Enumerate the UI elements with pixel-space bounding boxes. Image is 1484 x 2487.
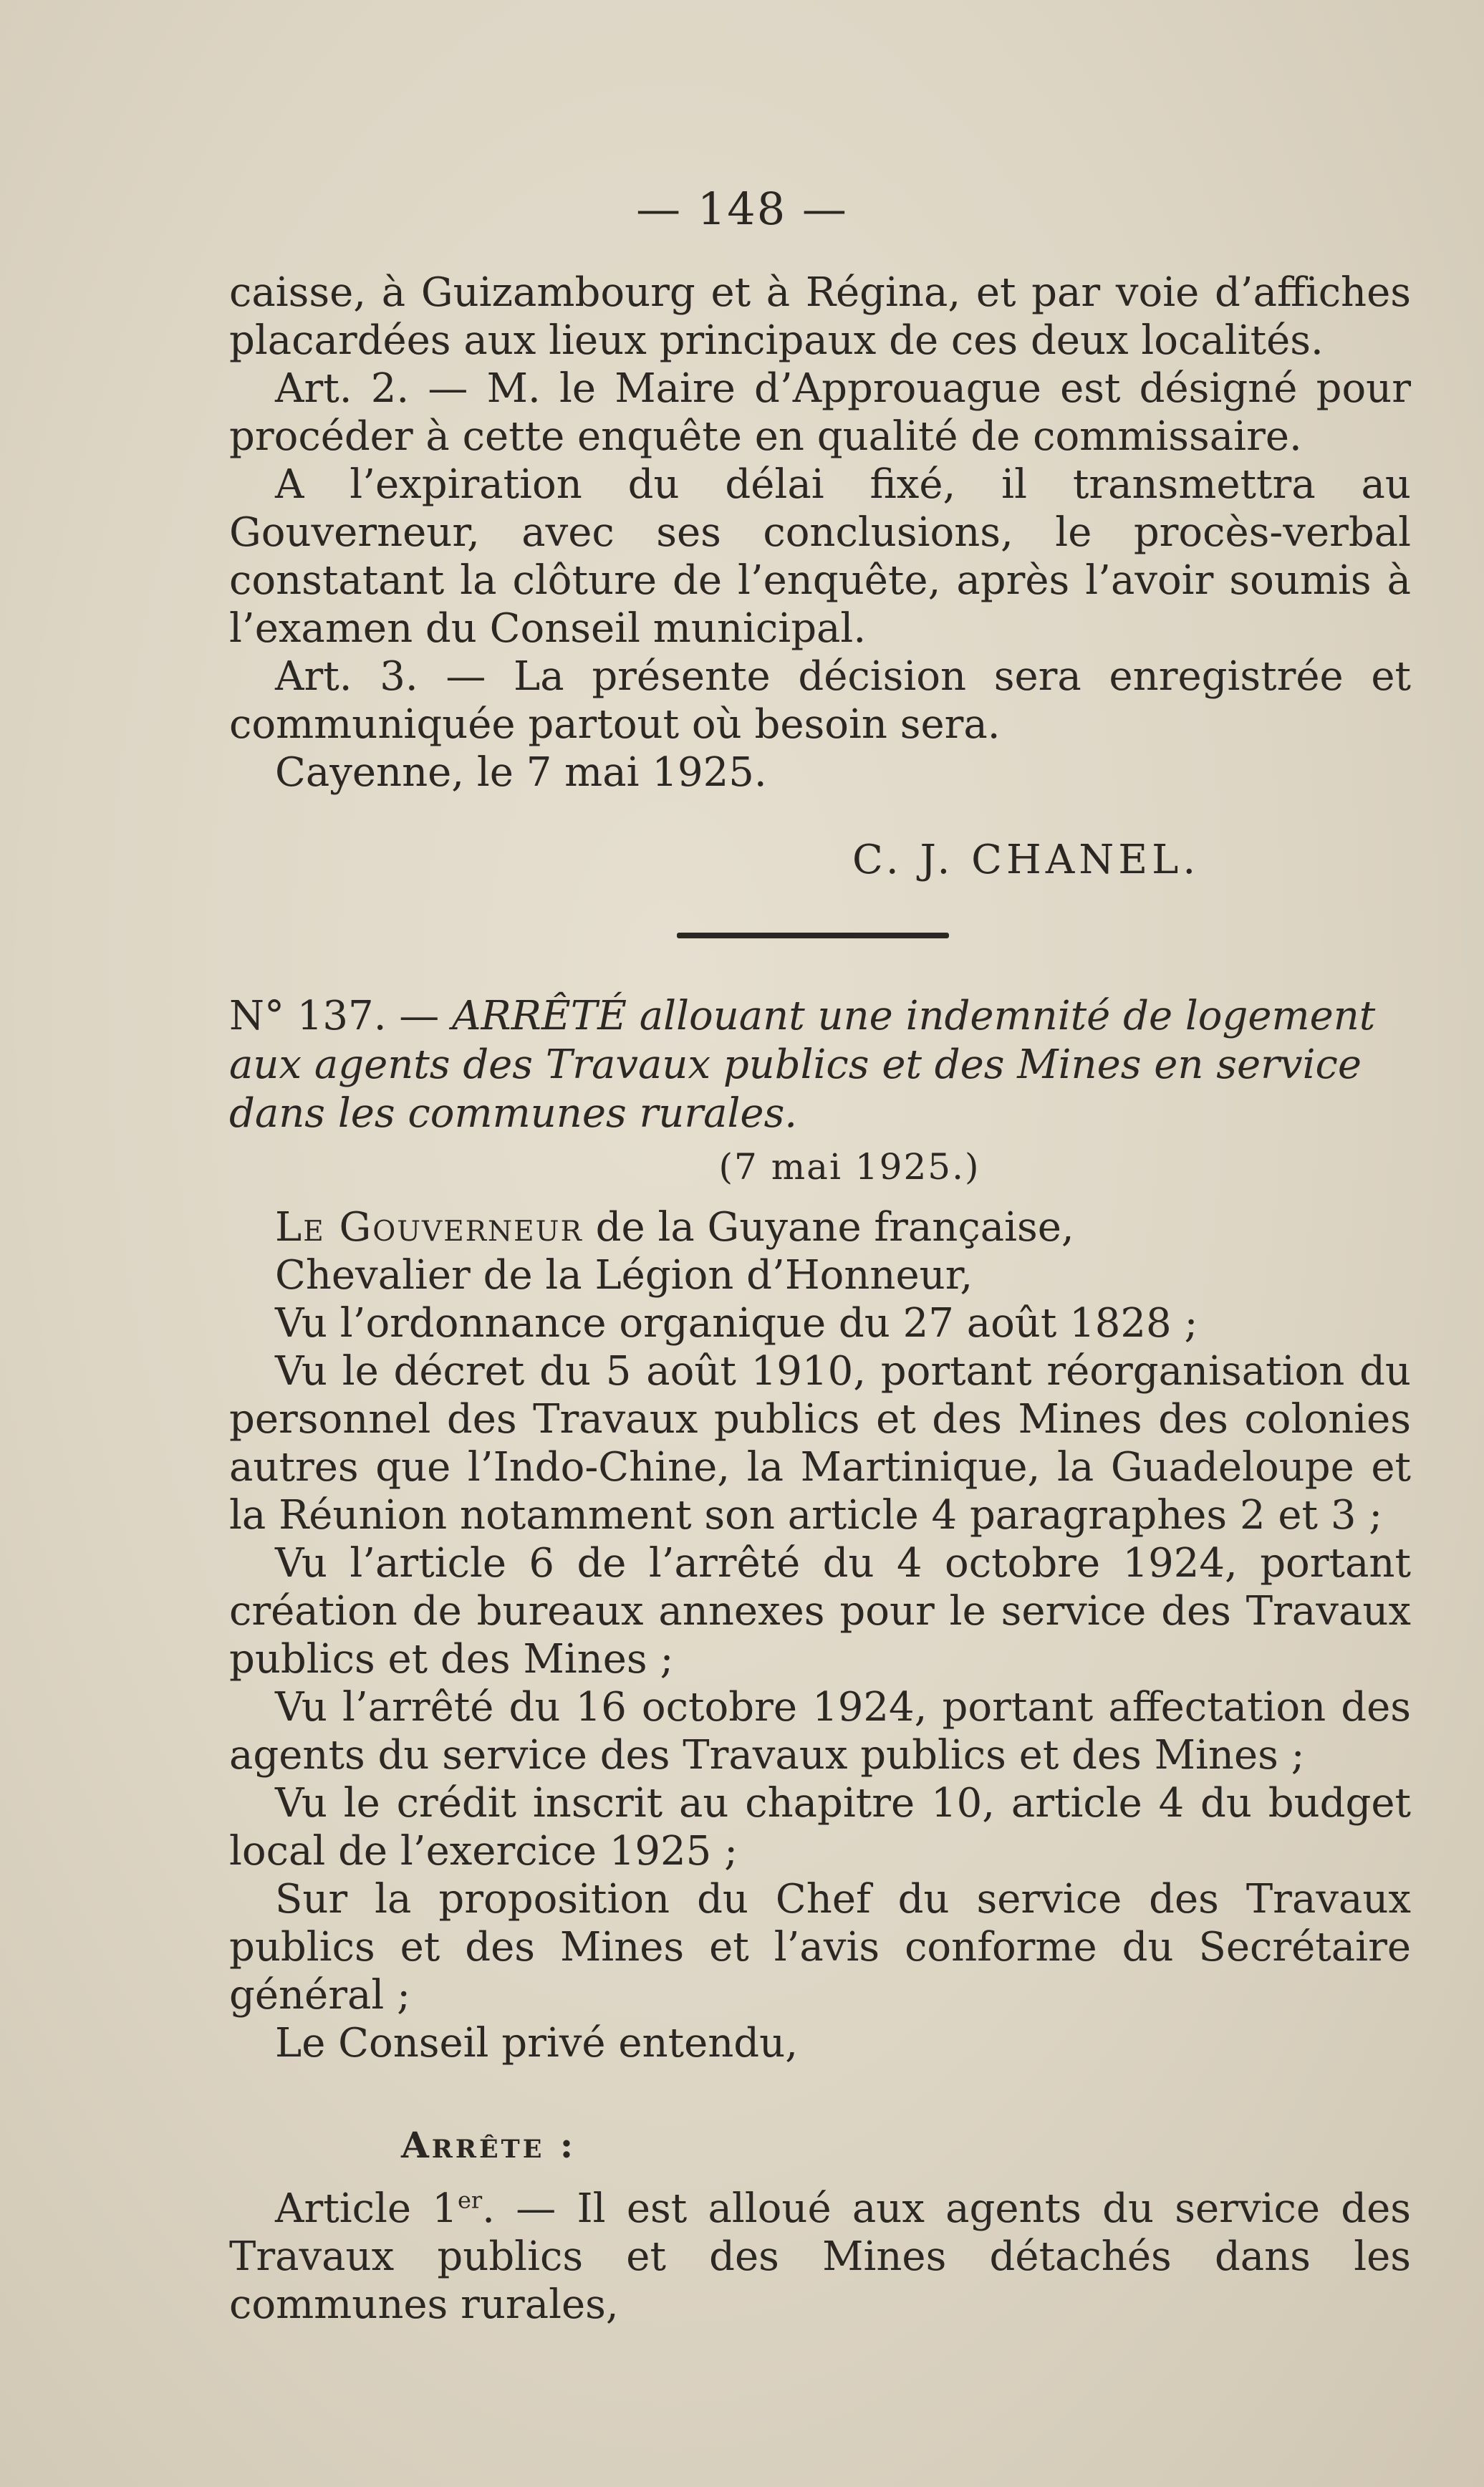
decree-body: [229, 1203, 1411, 2067]
decree-number: N° 137. —: [229, 993, 440, 1039]
article-1-block: [229, 2185, 1411, 2329]
article-3: Art. 3. — La présente décision sera enregistrée et communiquée partout où besoin sera.: [229, 653, 1411, 748]
decree-title: ARRÊTÉ allouant une indemnité de logement aux agents des Travaux publics et des Mines en service dans les communes rurales.: [229, 993, 1376, 1137]
continuation-block: [229, 269, 1411, 797]
vu-arrete: Vu l’arrêté du 16 octobre 1924, portant affectation des agents du service des Travaux publics et des Mines ;: [229, 1684, 1411, 1779]
article-1-text: . — Il est alloué aux agents du service des Travaux publics et des Mines détachés dans les communes rurales,: [229, 2185, 1411, 2328]
separator-rule: [677, 933, 949, 938]
gouverneur-rest: de la Guyane française,: [582, 1204, 1074, 1251]
vu-article-6: Vu l’article 6 de l’arrêté du 4 octobre 1924, portant création de bureaux annexes pour le service des Travaux publics et des Mines ;: [229, 1540, 1411, 1683]
decree-date: (7 mai 1925.): [718, 1146, 980, 1188]
article-1-sup: er: [457, 2186, 483, 2214]
sur-proposition: Sur la proposition du Chef du service des Travaux publics et des Mines et l’avis conforme du Secrétaire général ;: [229, 1876, 1411, 2019]
article-1-prefix: Article 1: [275, 2185, 458, 2232]
paragraph-continuation: caisse, à Guizambourg et à Régina, et par voie d’affiches placardées aux lieux principaux de ces deux localités.: [229, 269, 1411, 364]
vu-decret: Vu le décret du 5 août 1910, portant réorganisation du personnel des Travaux publics et des Mines des colonies autres que l’Indo-Chine, la Martinique, la Guadeloupe et la Réunion notamment son article 4 paragraphes 2 et 3 ;: [229, 1348, 1411, 1539]
arrete-label: Arrête :: [401, 2124, 577, 2166]
article-2: Art. 2. — M. le Maire d’Approuague est désigné pour procéder à cette enquête en qualité de commissaire.: [229, 365, 1411, 460]
page-number: — 148 —: [636, 183, 848, 235]
vu-credit: Vu le crédit inscrit au chapitre 10, article 4 du budget local de l’exercice 1925 ;: [229, 1780, 1411, 1875]
decree-heading: [229, 992, 1418, 1138]
conseil-prive: Le Conseil privé entendu,: [275, 2020, 798, 2067]
article-2-continuation: A l’expiration du délai fixé, il transmettra au Gouverneur, avec ses conclusions, le procès-verbal constatant la clôture de l’enquête, après l’avoir soumis à l’examen du Conseil municipal.: [229, 461, 1411, 652]
gouverneur-line: [229, 1203, 1411, 1251]
vu-ordonnance: Vu l’ordonnance organique du 27 août 1828 ;: [275, 1300, 1198, 1347]
signature: C. J. CHANEL.: [852, 837, 1200, 883]
chevalier-line: Chevalier de la Légion d’Honneur,: [275, 1252, 973, 1299]
article-1: [229, 2185, 1411, 2329]
gouverneur-title: Le Gouverneur: [275, 1204, 583, 1251]
place-and-date: Cayenne, le 7 mai 1925.: [275, 749, 767, 796]
